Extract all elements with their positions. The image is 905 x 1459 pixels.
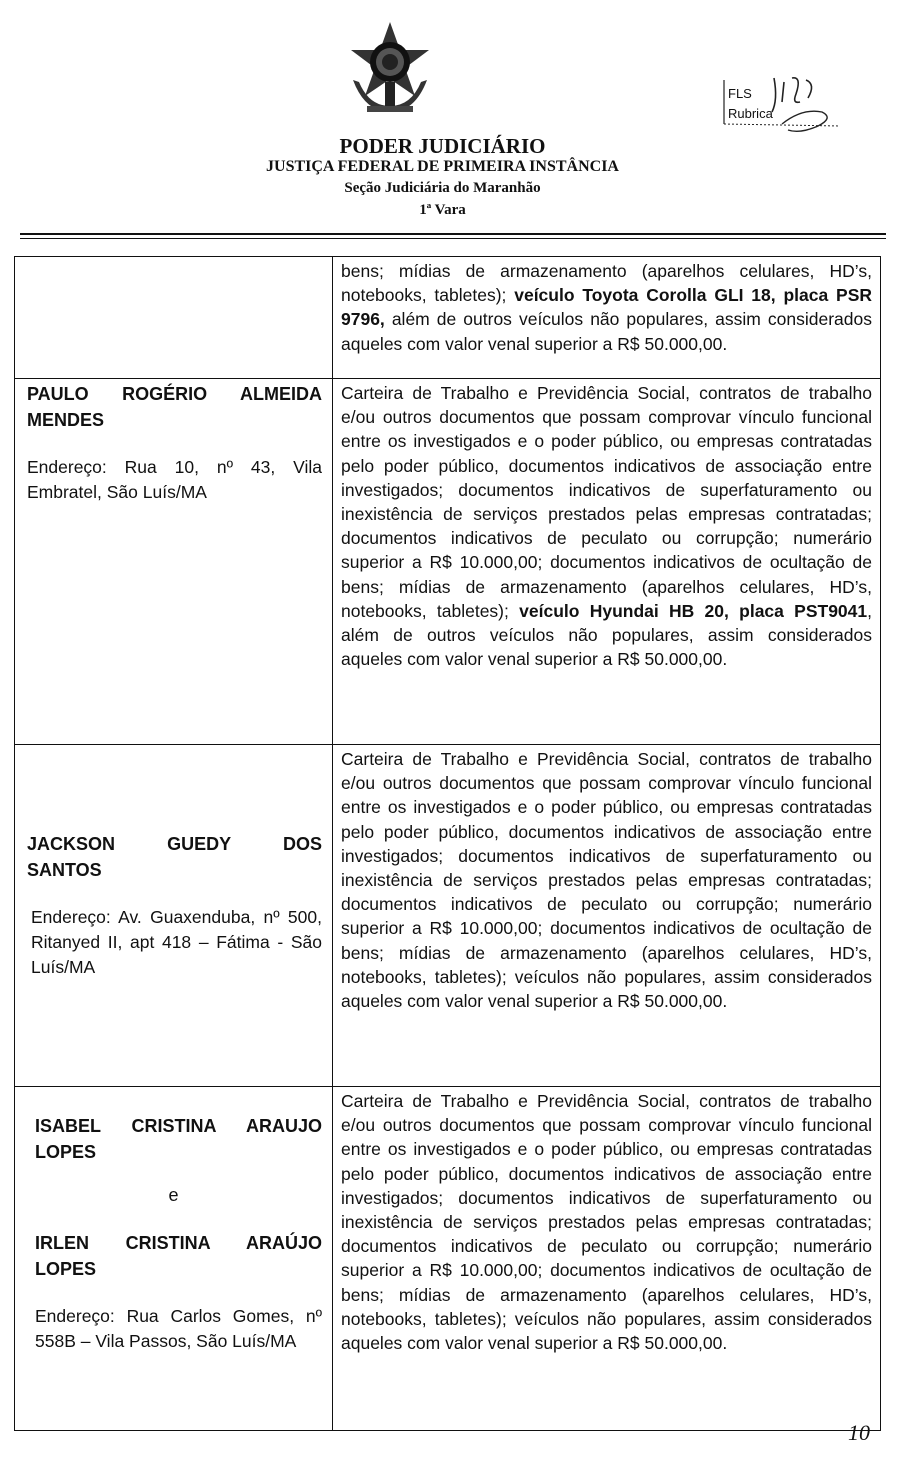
table-row	[15, 1087, 881, 1431]
conjunction: e	[168, 1185, 179, 1205]
folio-stamp	[722, 72, 842, 138]
court-subtitle: JUSTIÇA FEDERAL DE PRIMEIRA INSTÂNCIA	[266, 158, 619, 175]
header-divider	[20, 233, 886, 235]
person-name: IRLEN CRISTINA ARAÚJO	[35, 1233, 322, 1253]
items-cell	[333, 1087, 881, 1431]
table-row	[15, 745, 881, 1087]
person-address: Endereço: Rua Carlos Gomes, nº 558B – Vila Passos, São Luís/MA	[35, 1306, 322, 1351]
person-name: SANTOS	[27, 860, 102, 880]
vehicle-highlight: veículo Hyundai HB 20, placa PST9041	[519, 600, 868, 621]
court-title: PODER JUDICIÁRIO	[339, 134, 546, 158]
person-name: MENDES	[27, 410, 105, 430]
items-cell	[333, 379, 881, 745]
court-vara: 1ª Vara	[419, 202, 466, 218]
brazil-coat-of-arms-emblem	[345, 20, 435, 118]
person-cell	[15, 1087, 333, 1431]
table-row	[15, 257, 881, 379]
person-name: LOPES	[35, 1142, 97, 1162]
person-address: Endereço: Rua 10, nº 43, Vila Embratel, São Luís/MA	[27, 457, 322, 502]
items-text: Carteira de Trabalho e Previdência Social, contratos de trabalho e/ou outros documentos que possam comprovar vínculo funcional entre os investigados e o poder público, ou empresas contratadas pelo poder público, documentos indicativos de associação entre investigados; documentos indicativos de superfaturamento ou inexistência de serviços prestados pelas empresas contratadas; documentos indicativos de peculato ou corrupção; numerário superior a R$ 10.000,00; documentos indicativos de ocultação de bens; mídias de armazenamento (aparelhos celulares, HD’s, notebooks, tabletes); veículo Hyundai HB 20, placa PST9041, além de outros veículos não populares, assim considerados aqueles com valor venal superior a R$ 50.000,00.	[341, 383, 873, 670]
court-section: Seção Judiciária do Maranhão	[344, 180, 541, 196]
items-text: Carteira de Trabalho e Previdência Social, contratos de trabalho e/ou outros documentos que possam comprovar vínculo funcional entre os investigados e o poder público, ou empresas contratadas pelo poder público, documentos indicativos de associação entre investigados; documentos indicativos de superfaturamento ou inexistência de serviços prestados pelas empresas contratadas; documentos indicativos de peculato ou corrupção; numerário superior a R$ 10.000,00; documentos indicativos de ocultação de bens; mídias de armazenamento (aparelhos celulares, HD’s, notebooks, tabletes); veículos não populares, assim considerados aqueles com valor venal superior a R$ 50.000,00.	[341, 1091, 872, 1354]
items-cell	[333, 745, 881, 1087]
person-address: Endereço: Av. Guaxenduba, nº 500, Ritanyed II, apt 418 – Fátima - São Luís/MA	[31, 907, 322, 977]
person-cell	[15, 379, 333, 745]
items-text: Carteira de Trabalho e Previdência Social, contratos de trabalho e/ou outros documentos que possam comprovar vínculo funcional entre os investigados e o poder público, ou empresas contratadas pelo poder público, documentos indicativos de associação entre investigados; documentos indicativos de superfaturamento ou inexistência de serviços prestados pelas empresas contratadas; documentos indicativos de peculato ou corrupção; numerário superior a R$ 10.000,00; documentos indicativos de ocultação de bens; mídias de armazenamento (aparelhos celulares, HD’s, notebooks, tabletes); veículos não populares, assim considerados aqueles com valor venal superior a R$ 50.000,00.	[341, 749, 872, 1012]
person-name: PAULO ROGÉRIO ALMEIDA	[27, 384, 322, 404]
stamp-rubrica-label: Rubrica	[728, 106, 773, 121]
person-name: ISABEL CRISTINA ARAUJO	[35, 1116, 322, 1136]
stamp-fls-label: FLS	[728, 86, 752, 101]
items-text: bens; mídias de armazenamento (aparelhos celulares, HD’s, notebooks, tabletes); veículo Toyota Corolla GLI 18, placa PSR 9796, além de outros veículos não populares, assim considerados aqueles com valor venal superior a R$ 50.000,00.	[341, 261, 872, 354]
person-cell	[15, 745, 333, 1087]
investigated-persons-table	[14, 256, 881, 1431]
items-cell	[333, 257, 881, 379]
page-number: 10	[848, 1420, 870, 1445]
person-name: JACKSON GUEDY DOS	[27, 834, 322, 854]
vehicle-highlight: veículo Toyota Corolla GLI 18, placa PSR 9796,	[341, 285, 872, 330]
person-name: LOPES	[35, 1259, 97, 1279]
table-row	[15, 379, 881, 745]
header-divider-thin	[20, 238, 886, 239]
person-cell	[15, 257, 333, 379]
